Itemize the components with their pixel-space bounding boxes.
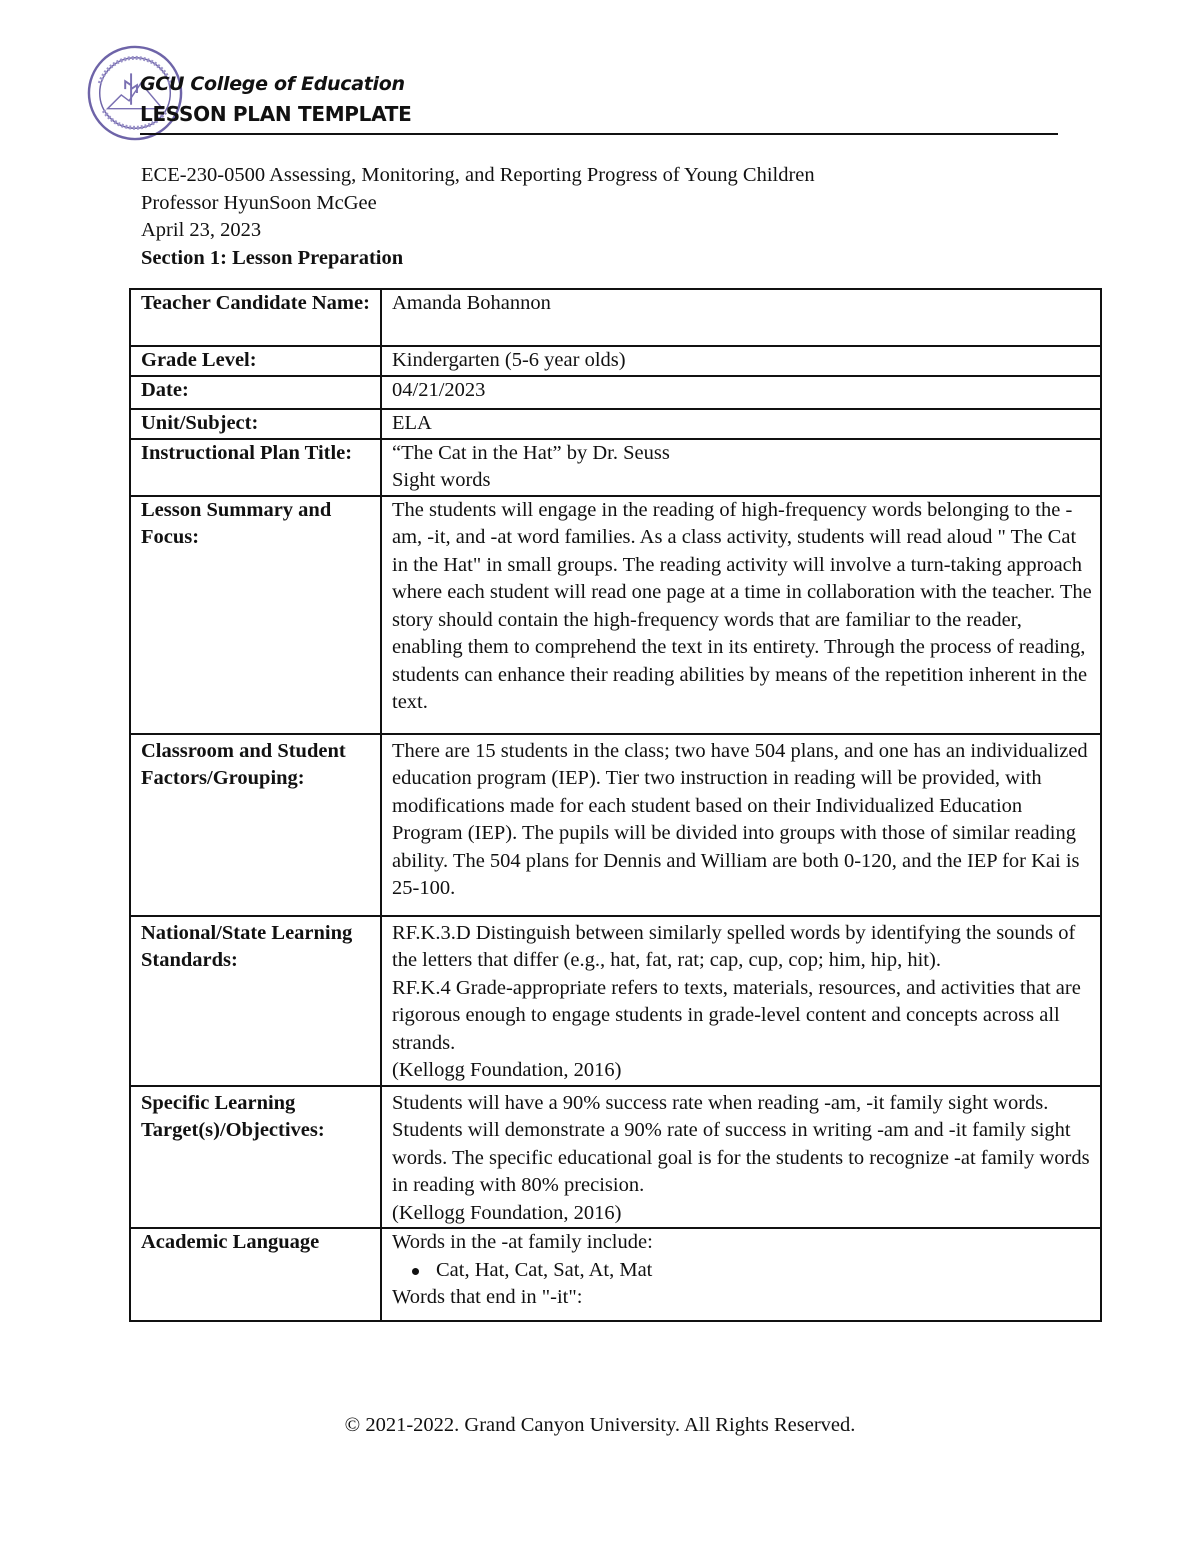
copyright-footer: © 2021-2022. Grand Canyon University. All Rights Reserved. bbox=[344, 1414, 856, 1436]
grade-value: Kindergarten (5-6 year olds) bbox=[381, 346, 1101, 376]
summary-label: Lesson Summary and Focus: bbox=[130, 496, 381, 734]
course-info bbox=[141, 162, 815, 272]
plan-title-line: Sight words bbox=[392, 469, 491, 491]
standard-item: RF.K.3.D Distinguish between similarly spelled words by identifying the sounds of the letters that differ (e.g., hat, fat, rat; cap, cup, cop; him, hip, hit). bbox=[392, 921, 1076, 971]
teacher-label: Teacher Candidate Name: bbox=[130, 289, 381, 346]
date-value: 04/21/2023 bbox=[381, 376, 1101, 410]
grade-label: Grade Level: bbox=[130, 346, 381, 376]
citation: (Kellogg Foundation, 2016) bbox=[392, 1201, 622, 1224]
submission-date: April 23, 2023 bbox=[141, 219, 262, 241]
objectives-text: Students will have a 90% success rate when reading -am, -it family sight words. Students will demonstrate a 90% rate of success in writing -am and -it family sight words. The specific educational goal is for the students to recognize -at family words in reading with 80% precision. bbox=[392, 1091, 1090, 1196]
table-row bbox=[130, 289, 1101, 346]
classroom-value: There are 15 students in the class; two have 504 plans, and one has an individualized education program (IEP). Tier two instruction in reading will be provided, with modifications made for each student based on their Individualized Education Program (IEP). The pupils will be divided into groups with those of similar reading ability. The 504 plans for Dennis and William are both 0-120, and the IEP for Kai is 25-100. bbox=[381, 734, 1101, 916]
plan-title-line: “The Cat in the Hat” by Dr. Seuss bbox=[392, 441, 670, 464]
table-row bbox=[130, 409, 1101, 439]
course-title: ECE-230-0500 Assessing, Monitoring, and Reporting Progress of Young Children bbox=[141, 164, 815, 186]
table-row bbox=[130, 376, 1101, 410]
college-name: GCU College of Education bbox=[140, 73, 405, 95]
citation: (Kellogg Foundation, 2016) bbox=[392, 1059, 622, 1081]
academic-outro: Words that end in "-it": bbox=[392, 1286, 583, 1308]
section-heading: Section 1: Lesson Preparation bbox=[141, 246, 404, 269]
unit-label: Unit/Subject: bbox=[130, 409, 381, 439]
lesson-plan-table bbox=[129, 288, 1102, 1322]
table-row bbox=[130, 734, 1101, 916]
table-row bbox=[130, 1086, 1101, 1229]
academic-label: Academic Language bbox=[130, 1228, 381, 1321]
table-row bbox=[130, 346, 1101, 376]
objectives-label: Specific Learning Target(s)/Objectives: bbox=[130, 1086, 381, 1229]
plan-title-value bbox=[381, 439, 1101, 496]
table-row bbox=[130, 916, 1101, 1086]
academic-bullet-list bbox=[392, 1257, 1092, 1285]
classroom-label: Classroom and Student Factors/Grouping: bbox=[130, 734, 381, 916]
summary-value: The students will engage in the reading of high-frequency words belonging to the -am, -it, and -at word families. As a class activity, students will read aloud " The Cat in the Hat" in small groups. The reading activity will involve a turn-taking approach where each student will read one page at a time in collaboration with the teacher. The story should contain the high-frequency words that are familiar to the reader, enabling them to comprehend the text in its entirety. Through the process of reading, students can enhance their reading abilities by means of the repetition inherent in the text. bbox=[381, 496, 1101, 734]
academic-intro: Words in the -at family include: bbox=[392, 1231, 653, 1253]
standards-value bbox=[381, 916, 1101, 1086]
academic-value bbox=[381, 1228, 1101, 1321]
professor-name: Professor HyunSoon McGee bbox=[141, 191, 377, 214]
objectives-value bbox=[381, 1086, 1101, 1229]
document-header bbox=[140, 70, 1060, 126]
standards-label: National/State Learning Standards: bbox=[130, 916, 381, 1086]
unit-value: ELA bbox=[381, 409, 1101, 439]
list-item: Cat, Hat, Cat, Sat, At, Mat bbox=[436, 1257, 1092, 1285]
table-row bbox=[130, 496, 1101, 734]
table-row bbox=[130, 439, 1101, 496]
table-row bbox=[130, 1228, 1101, 1321]
template-title: LESSON PLAN TEMPLATE bbox=[140, 102, 412, 126]
standard-item: RF.K.4 Grade-appropriate refers to texts, materials, resources, and activities that are rigorous enough to engage students in grade-level content and concepts across all strands. bbox=[392, 976, 1081, 1054]
teacher-value: Amanda Bohannon bbox=[381, 289, 1101, 346]
plan-title-label: Instructional Plan Title: bbox=[130, 439, 381, 496]
date-label: Date: bbox=[130, 376, 381, 410]
header-divider bbox=[140, 133, 1058, 135]
